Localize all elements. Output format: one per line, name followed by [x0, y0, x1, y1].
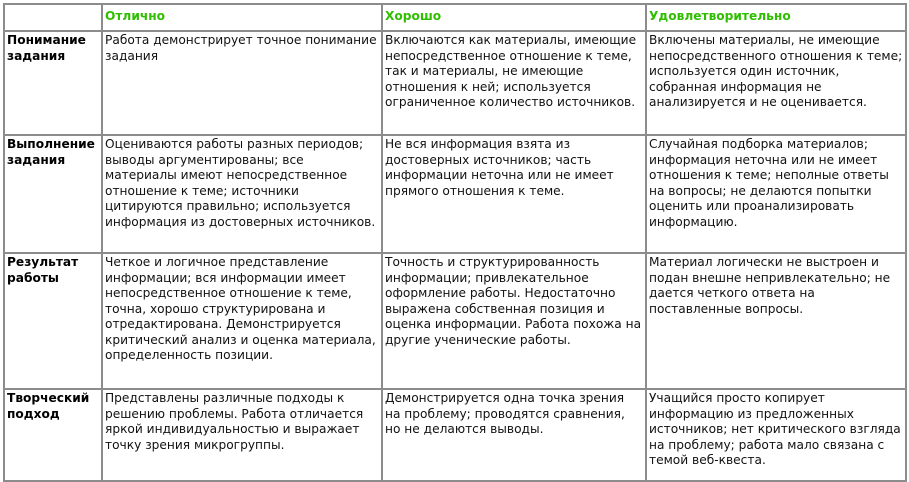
satisfactory-cell: Включены материалы, не имеющие непосредственного отношения к теме; используется один источник, собранная информация не анализируется и не оценивается. [646, 31, 906, 135]
table-row [4, 31, 906, 135]
header-row [4, 4, 906, 31]
table-row [4, 389, 906, 481]
header-satisfactory: Удовлетворительно [646, 4, 906, 31]
satisfactory-cell: Материал логически не выстроен и подан внешне непривлекательно; не дается четкого ответа на поставленные вопросы. [646, 253, 906, 389]
good-cell: Включаются как материалы, имеющие непосредственное отношение к теме, так и материалы, не имеющие отношения к ней; используется ограниченное количество источников. [382, 31, 646, 135]
criterion-cell: Выполнение задания [4, 135, 102, 253]
table-row [4, 135, 906, 253]
excellent-cell: Представлены различные подходы к решению проблемы. Работа отличается яркой индивидуальностью и выражает точку зрения микрогруппы. [102, 389, 382, 481]
rubric-table [3, 3, 907, 482]
header-good: Хорошо [382, 4, 646, 31]
header-excellent: Отлично [102, 4, 382, 31]
criterion-cell: Понимание задания [4, 31, 102, 135]
table-row [4, 253, 906, 389]
header-corner-cell [4, 4, 102, 31]
good-cell: Точность и структурированность информации; привлекательное оформление работы. Недостаточно выражена собственная позиция и оценка информации. Работа похожа на другие ученические работы. [382, 253, 646, 389]
criterion-cell: Творческий подход [4, 389, 102, 481]
excellent-cell: Четкое и логичное представление информации; вся информации имеет непосредственное отношение к теме, точна, хорошо структурирована и отредактирована. Демонстрируется критический анализ и оценка материала, определенность позиции. [102, 253, 382, 389]
good-cell: Не вся информация взята из достоверных источников; часть информации неточна или не имеет прямого отношения к теме. [382, 135, 646, 253]
criterion-cell: Результат работы [4, 253, 102, 389]
satisfactory-cell: Учащийся просто копирует информацию из предложенных источников; нет критического взгляда на проблему; работа мало связана с темой веб-квеста. [646, 389, 906, 481]
excellent-cell: Оцениваются работы разных периодов; выводы аргументированы; все материалы имеют непосредственное отношение к теме; источники цитируются правильно; используется информация из достоверных источников. [102, 135, 382, 253]
good-cell: Демонстрируется одна точка зрения на проблему; проводятся сравнения, но не делаются выводы. [382, 389, 646, 481]
excellent-cell: Работа демонстрирует точное понимание задания [102, 31, 382, 135]
satisfactory-cell: Случайная подборка материалов; информация неточна или не имеет отношения к теме; неполные ответы на вопросы; не делаются попытки оценить или проанализировать информацию. [646, 135, 906, 253]
